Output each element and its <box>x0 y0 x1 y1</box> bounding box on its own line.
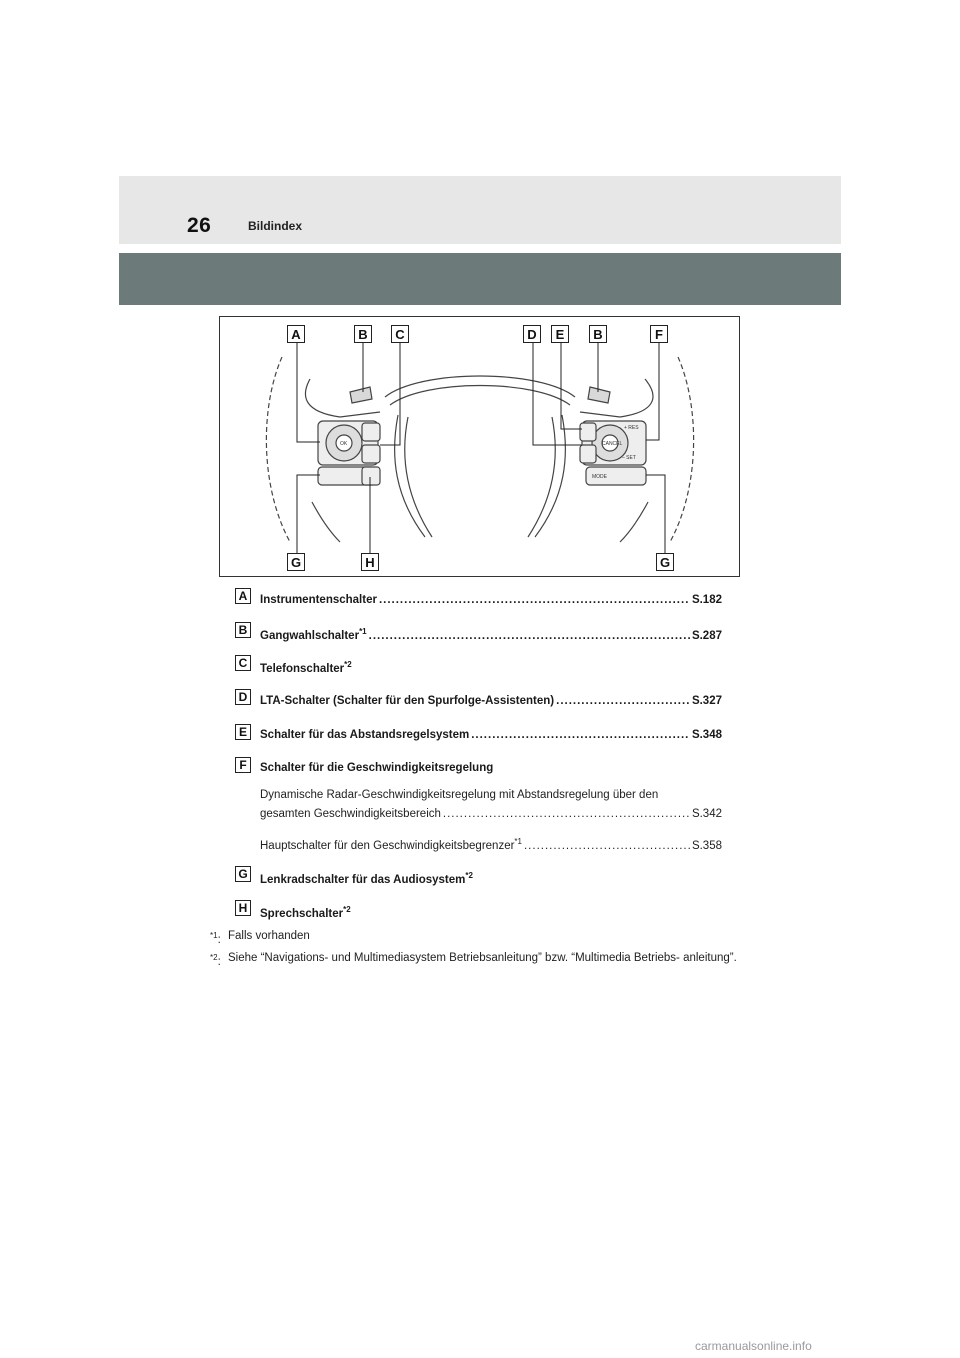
paddle-left <box>350 387 372 403</box>
steering-wheel-drawing <box>220 317 741 578</box>
callout-g-left: G <box>287 553 305 571</box>
mode-label: MODE <box>592 474 607 480</box>
entry-letter-e: E <box>235 724 251 740</box>
back-button <box>362 423 380 441</box>
footnote-1: $^{*1}$: Falls vorhanden <box>210 930 310 946</box>
entry-a <box>260 594 722 606</box>
callout-b-right: B <box>589 325 607 343</box>
entry-letter-c: C <box>235 655 251 671</box>
entry-b <box>260 627 722 642</box>
talk-button <box>362 467 380 485</box>
entry-label: Schalter für das Abstandsregelsystem <box>260 729 470 741</box>
entry-g <box>260 871 722 886</box>
entry-e <box>260 729 722 741</box>
leader-e <box>561 342 582 429</box>
paddle-right <box>588 387 610 403</box>
entry-ref[interactable]: S.342 <box>691 808 722 820</box>
entry-label: Lenkradschalter für das Audiosystem$^{*2}$ <box>260 871 473 886</box>
footnote-ref: *2 <box>344 660 352 669</box>
callout-c: C <box>391 325 409 343</box>
entry-label: Schalter für die Geschwindigkeitsregelung <box>260 762 494 774</box>
leader-d <box>533 342 582 445</box>
spoke-left-bottom <box>312 502 340 542</box>
footnote-ref: *1 <box>514 837 522 846</box>
column-left <box>395 415 425 537</box>
callout-a: A <box>287 325 305 343</box>
footnote-ref: *1 <box>359 627 367 636</box>
lta-button <box>580 445 596 463</box>
section-title: Bildindex <box>248 219 303 233</box>
phone-button <box>362 445 380 463</box>
entry-letter-a: A <box>235 588 251 604</box>
column-right-2 <box>528 417 555 537</box>
column-left-2 <box>405 417 432 537</box>
callout-e: E <box>551 325 569 343</box>
page-number: 26 <box>187 214 212 237</box>
f-sub-line-1: Dynamische Radar-Geschwindigkeitsregelung mit Abstandsregelung über den <box>260 789 659 801</box>
callout-b: B <box>354 325 372 343</box>
entry-label: Gangwahlschalter$^{*1}$ <box>260 627 367 642</box>
set-label: – SET <box>622 455 636 461</box>
rim-right <box>670 357 694 542</box>
leader-a <box>297 342 320 442</box>
entry-ref[interactable]: S.327 <box>691 695 722 707</box>
leader-g-left <box>297 475 320 562</box>
entry-f <box>260 762 722 774</box>
entry-ref[interactable]: S.348 <box>691 729 722 741</box>
entry-letter-g: G <box>235 866 251 882</box>
f-sub-line-2: gesamten Geschwindigkeitsbereich ..... S.342 <box>260 808 722 820</box>
entry-h <box>260 905 722 920</box>
entry-label: Sprechschalter$^{*2}$ <box>260 905 351 920</box>
entry-c <box>260 660 722 675</box>
footnote-2: $^{*2}$: Siehe “Navigations- und Multimediasystem Betriebsanleitung” bzw. “Multimedia Betriebs- anleitung”. <box>210 952 737 968</box>
entry-ref[interactable]: S.358 <box>691 839 722 852</box>
ok-label: OK <box>340 441 348 447</box>
column-top-2 <box>390 386 570 406</box>
callout-f: F <box>650 325 668 343</box>
entry-label: LTA-Schalter (Schalter für den Spurfolge-Assistenten) <box>260 695 555 707</box>
callout-g-right: G <box>656 553 674 571</box>
leader-g-right <box>646 475 665 562</box>
entry-ref[interactable]: S.182 <box>691 594 722 606</box>
res-label: + RES <box>624 425 639 431</box>
callout-h: H <box>361 553 379 571</box>
footnote-ref: *2 <box>343 905 351 914</box>
title-bar <box>119 253 841 305</box>
entry-ref[interactable]: S.287 <box>691 629 722 642</box>
entry-label: Telefonschalter$^{*2}$ <box>260 660 352 675</box>
cancel-label: CANCEL <box>602 441 623 447</box>
watermark: carmanualsonline.info <box>695 1339 812 1353</box>
header-band <box>119 176 841 244</box>
entry-letter-f: F <box>235 757 251 773</box>
footnote-ref: *2 <box>465 871 473 880</box>
entry-letter-b: B <box>235 622 251 638</box>
entry-letter-h: H <box>235 900 251 916</box>
steering-wheel-figure <box>219 316 740 577</box>
distance-button <box>580 423 596 441</box>
entry-letter-d: D <box>235 689 251 705</box>
callout-d: D <box>523 325 541 343</box>
rim-left <box>266 357 290 542</box>
f-sub-line-3: Hauptschalter für den Geschwindigkeitsbegrenzer$^{*1}$ ..... S.358 <box>260 837 722 852</box>
column-right <box>535 415 565 537</box>
entry-label: Instrumentenschalter <box>260 594 377 606</box>
spoke-right-bottom <box>620 502 648 542</box>
entry-d <box>260 695 722 707</box>
